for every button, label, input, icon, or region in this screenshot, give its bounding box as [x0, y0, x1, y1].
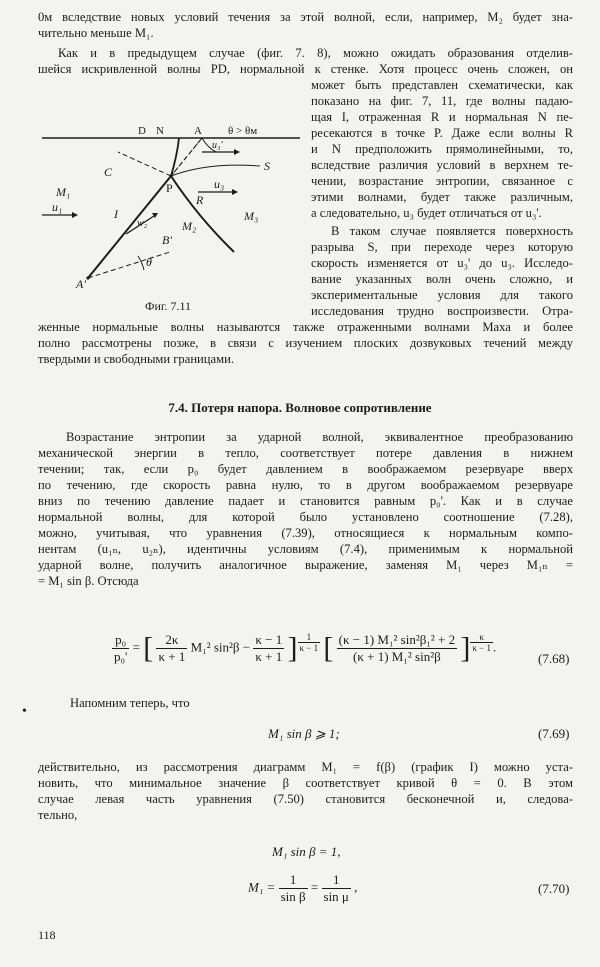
label-s: S	[264, 159, 270, 173]
text-line: Напомним теперь, что	[70, 696, 190, 710]
page-number: 118	[38, 928, 56, 942]
eq770-f2-den: sin μ	[323, 889, 349, 904]
label-u1: u₁	[52, 200, 63, 214]
label-u3p: u₃'	[212, 140, 223, 151]
eq-exp1-num: 1	[298, 632, 321, 643]
reflected-wave-line	[171, 176, 234, 252]
label-theta-cond: θ > θм	[228, 125, 258, 137]
label-ap: A'	[76, 277, 86, 291]
text-line: чении, возрастание энтропии, связанное с	[311, 174, 573, 188]
eq-exp1-den: κ − 1	[299, 643, 319, 653]
equation-7-68: $\frac{\text{p₀}}{\text{p₀'}}$ = [ $\frac{2\kappa}{\kappa + 1}$ M₁² sin²β − $\frac{\kappa - 1}{\kappa + 1}$ ] $\frac{1}{\kappa - 1}$ [ $\frac{\text{(κ − 1) M₁² sin²β₁² + 2}}{\text{(κ + 1) M₁² sin²β}}$ ] $\frac{\kappa}{\kappa - 1}$ .	[114, 631, 497, 665]
figure-caption: Фиг. 7.11	[145, 299, 192, 313]
slip-surface-line	[171, 165, 260, 176]
label-a: A	[194, 125, 202, 137]
text-line: показано на фиг. 7, 11, где волны падаю-	[311, 94, 573, 108]
eq-c1-den: κ + 1	[158, 649, 186, 664]
dashed-line-c	[118, 152, 171, 176]
eq-c2-den: κ + 1	[255, 649, 283, 664]
normal-wave-line	[171, 138, 179, 176]
equation-7-69: M₁ sin β ⩾ 1;	[268, 726, 340, 741]
text-line: В таком случае появляется поверхность	[331, 224, 573, 238]
text-line: новить, что минимальное значение β соответствует кривой θ = 0. В этом	[38, 776, 573, 790]
eq-exp2-den: κ − 1	[472, 643, 491, 653]
text-line: = M₁ sin β. Отсюда	[38, 574, 139, 588]
text-line: нормальной волны, для которой было установлено соотношение (7.28),	[38, 510, 573, 524]
equation-number-7-69: (7.69)	[538, 726, 570, 741]
eq-c2-num: κ − 1	[255, 632, 283, 647]
label-n: N	[156, 125, 164, 137]
dashed-line-ba	[88, 138, 202, 278]
label-u3: u₃	[214, 177, 225, 191]
eq770-f2-num: 1	[322, 872, 351, 889]
text-line: Возрастание энтропии за ударной волной, эквивалентное преобразованию	[66, 430, 573, 444]
label-m3: M₃	[244, 209, 259, 223]
text-line: чительно меньше M₁.	[38, 26, 154, 40]
text-line: шейся искривленной волны PD, нормальной к стенке. Хотя процесс очень сложен, он	[38, 62, 573, 76]
eq-c1-num: 2κ	[156, 632, 187, 649]
text-line: нентам (u₁ₙ, u₂ₙ), идентичны условиям (7.4), применимым к нормальной	[38, 542, 573, 556]
margin-bullet: •	[22, 704, 27, 719]
dashed-line-horizontal	[88, 252, 170, 278]
text-line: полно рассмотрены позже, в связи с изучением плоских дозвуковых течений между	[38, 336, 573, 350]
label-m2: M₂	[182, 219, 197, 233]
eq-big-den: (κ + 1) M₁² sin²β	[353, 649, 441, 664]
text-line: твердыми и свободными границами.	[38, 352, 234, 366]
text-line: и N предположить прямолинейными, то,	[311, 142, 573, 156]
eq-big-num: (κ − 1) M₁² sin²β₁² + 2	[338, 632, 456, 647]
label-c: C	[104, 165, 113, 179]
figure-7-11	[38, 112, 306, 292]
section-title: 7.4. Потеря напора. Волновое сопротивление	[168, 400, 432, 415]
text-line: щая I, отраженная R и нормальная N пе-	[311, 110, 573, 124]
text-line: вследствие различия условий в верхнем те-	[311, 158, 573, 172]
label-d: D	[138, 125, 146, 137]
eq770-f1-num: 1	[279, 872, 308, 889]
text-line: исследования трудно воспроизвести. Отра-	[311, 304, 573, 318]
eq-lhs-num: p₀	[112, 632, 129, 649]
eq-exp2-num: κ	[470, 632, 493, 643]
text-line: тельно,	[38, 808, 78, 822]
label-w2: w₂	[137, 218, 148, 229]
text-line: вниз по течению давление падает и становится равным p₀'. Как и в случае	[38, 494, 573, 508]
text-line: экспериментальные условия для такого	[311, 288, 573, 302]
eq770-f1-den: sin β	[280, 889, 306, 904]
equation-number-7-70: (7.70)	[538, 881, 570, 896]
text-line: течении; так, если p₀ будет давлением в воображаемом резервуаре вверх	[38, 462, 573, 476]
label-theta: θ	[146, 255, 152, 269]
label-r: R	[196, 193, 204, 207]
text-line: ударной волне, получить аналогичное выражение, заменяя M₁ через M₁ₙ =	[38, 558, 573, 572]
text-line: а следовательно, u₃ будет отличаться от u₃'.	[311, 206, 542, 220]
eq-lhs-den: p₀'	[114, 649, 128, 664]
equation-7-70-line2: M₁ = $\frac{1}{\text{sin β}}$ = $\frac{1}{\text{sin μ}}$ ,	[248, 872, 358, 904]
label-bp: B'	[162, 233, 172, 247]
text-line: 0м вследствие новых условий течения за этой волной, если, например, M₂ будет зна-	[38, 10, 573, 24]
text-line: Как и в предыдущем случае (фиг. 7. 8), можно ожидать образования отделив-	[58, 46, 573, 60]
eq-term1: M₁² sin²β −	[190, 639, 251, 655]
text-line: женные нормальные волны называются также отраженными волнами Маха и более	[38, 320, 573, 334]
text-line: вание указанных волн очень сложно, и	[311, 272, 573, 286]
label-p: P	[166, 181, 173, 195]
text-line: можно, учитывая, что уравнения (7.39), относящиеся к нормальным компо-	[38, 526, 573, 540]
text-line: скорость изменяется от u₃' до u₃. Исследо-	[311, 256, 573, 270]
text-line: ресекаются в точке P. Даже если волны R	[311, 126, 573, 140]
label-i: I	[114, 207, 118, 221]
text-line: по течению, где скорость равна нулю, то в другом воображаемом резервуаре	[38, 478, 573, 492]
equation-number-7-68: (7.68)	[538, 651, 570, 666]
text-line: действительно, из рассмотрения диаграмм M₁ = f(β) (график I) можно уста-	[38, 760, 573, 774]
text-line: может быть представлен схематически, как	[311, 78, 573, 92]
text-line: случае левая часть уравнения (7.50) становится бесконечной и, следова-	[38, 792, 573, 806]
angle-arc-bottom	[138, 256, 144, 270]
text-line: разрыва S, при переходе через которую	[311, 240, 573, 254]
text-line: этими волнами, будет также различным,	[311, 190, 573, 204]
label-m1: M₁	[56, 185, 71, 199]
text-line: механической энергии в тепло, соответствует потере давления в нижнем	[38, 446, 573, 460]
equation-7-70-line1: M₁ sin β = 1,	[272, 844, 341, 859]
